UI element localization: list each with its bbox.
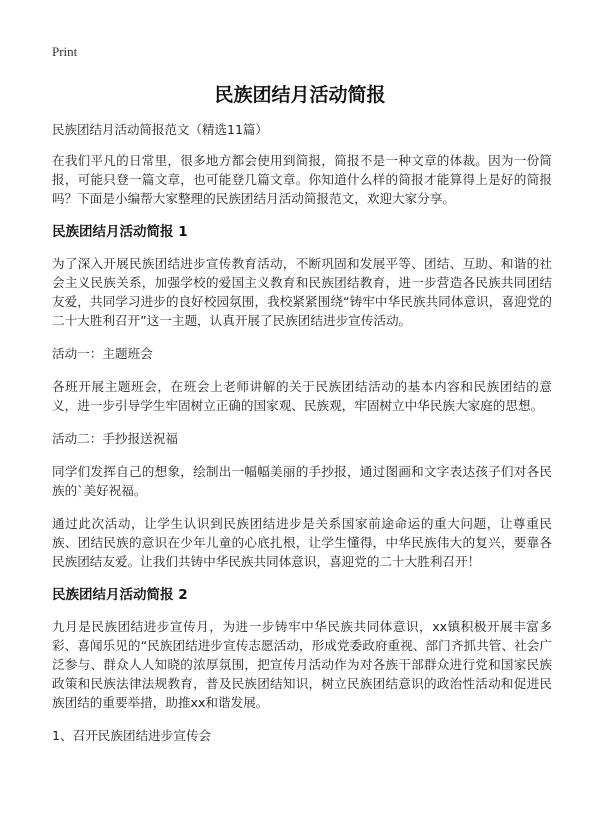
section-2-paragraph: 九月是民族团结进步宣传月，为进一步铸牢中华民族共同体意识，xx镇积极开展丰富多彩、喜闻乐见的“民族团结进步宣传志愿活动，形成党委政府重视、部门齐抓共管、社会广泛参与、群众人人知晓的浓厚氛围，把宣传月活动作为对各族干部群众进行党和国家民族政策和民族法律法规教育，普及民族团结知识，树立民族团结意识的政治性活动和促进民族团结的重要举措，助推xx和谐发展。 xyxy=(52,619,552,710)
section-2-item-1: 1、召开民族团结进步宣传会 xyxy=(52,728,212,743)
activity-1-title: 活动一：主题班会 xyxy=(52,346,153,361)
article-title: 民族团结月活动简报 xyxy=(214,84,386,106)
activity-1-text: 各班开展主题班会，在班会上老师讲解的关于民族团结活动的基本内容和民族团结的意义，进一步引导学生牢固树立正确的国家观、民族观，牢固树立中华民族大家庭的思想。 xyxy=(52,379,552,413)
intro-paragraph: 在我们平凡的日常里，很多地方都会使用到简报，简报不是一种文章的体裁。因为一份简报，可能只登一篇文章，也可能登几篇文章。你知道什么样的简报才能算得上是好的简报吗？下面是小编帮大家整理的民族团结月活动简报范文，欢迎大家分享。 xyxy=(52,153,552,206)
section-1-heading: 民族团结月活动简报 1 xyxy=(52,224,188,240)
section-2-heading: 民族团结月活动简报 2 xyxy=(52,587,188,603)
activity-2-text: 同学们发挥自己的想象，绘制出一幅幅美丽的手抄报，通过图画和文字表达孩子们对各民族的`美好祝福。 xyxy=(52,464,552,498)
article-subtitle: 民族团结月活动简报范文（精选11篇） xyxy=(52,122,268,137)
article-body xyxy=(52,121,552,759)
activity-2-title: 活动二：手抄报送祝福 xyxy=(52,431,178,446)
print-link[interactable]: Print xyxy=(52,44,78,59)
section-1-paragraph: 为了深入开展民族团结进步宣传教育活动，不断巩固和发展平等、团结、互助、和谐的社会主义民族关系，加强学校的爱国主义教育和民族团结教育，进一步营造各民族共同团结友爱，共同学习进步的良好校园氛围，我校紧紧围绕“铸牢中华民族共同体意识，喜迎党的二十大胜利召开”这一主题，认真开展了民族团结进步宣传活动。 xyxy=(52,256,552,328)
section-1-conclusion: 通过此次活动，让学生认识到民族团结进步是关系国家前途命运的重大问题，让尊重民族、团结民族的意识在少年儿童的心底扎根，让学生懂得，中华民族伟大的复兴，要靠各民族团结友爱。让我们共铸中华民族共同体意识，喜迎党的二十大胜利召开！ xyxy=(52,516,552,569)
